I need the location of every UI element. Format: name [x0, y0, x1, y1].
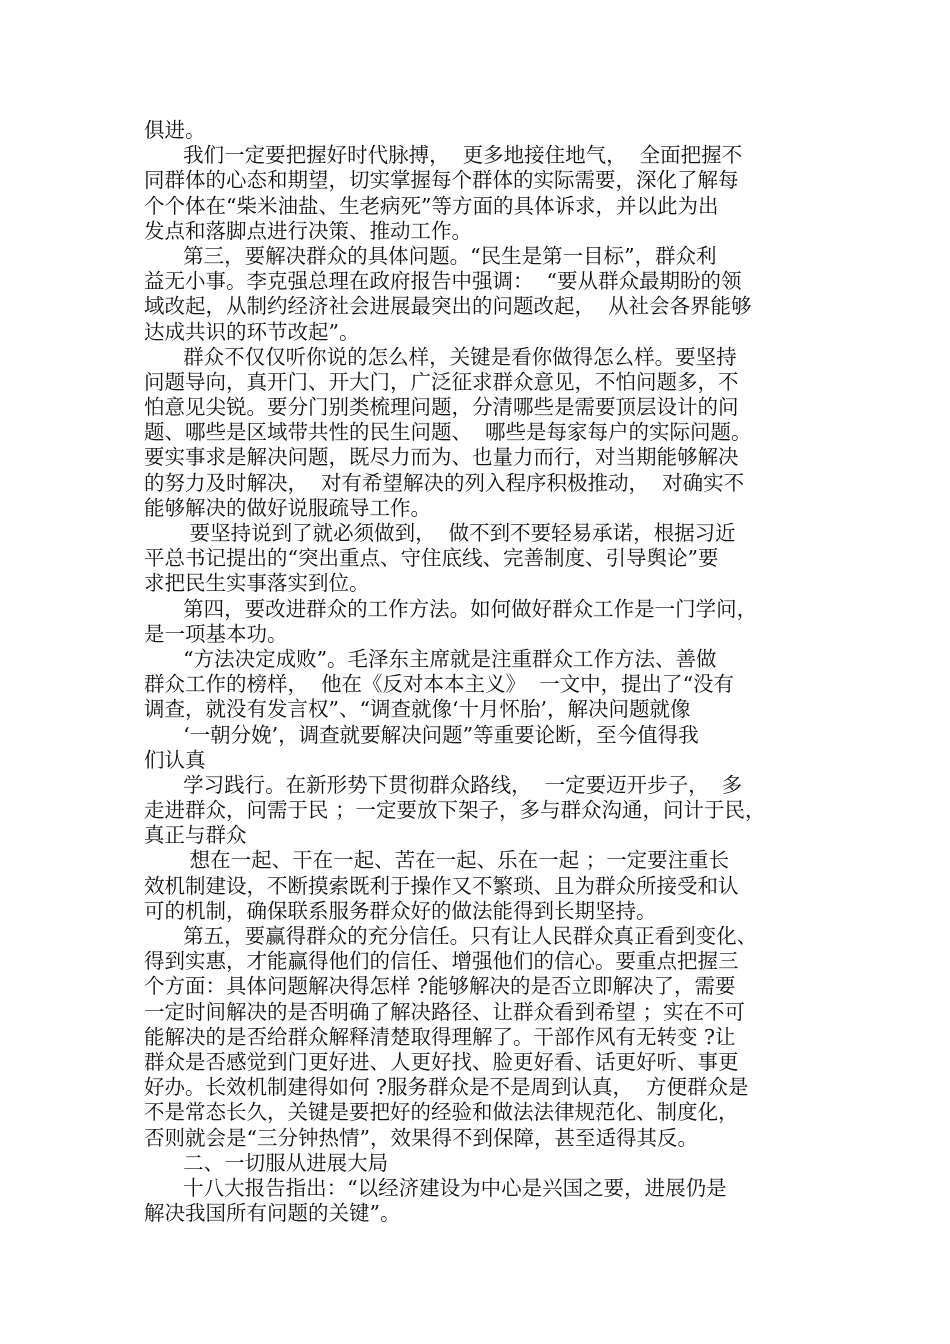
- text-line: 解决我国所有问题的关键”。: [144, 1201, 401, 1226]
- text-line: 达成共识的环节改起”。: [144, 319, 360, 344]
- text-line: 能够解决的做好说服疏导工作。: [144, 495, 431, 520]
- text-line: ‘一朝分娩’，调查就要解决问题”等重要论断，至今值得我: [144, 722, 699, 747]
- text-line: 得到实惠，才能赢得他们的信任、增强他们的信心。要重点把握三: [144, 949, 739, 974]
- text-line: 群众工作的榜样， 他在《反对本本主义》 一文中，提出了“没有: [144, 672, 735, 697]
- text-line: 想在一起、干在一起、苦在一起、乐在一起 ；一定要注重长: [144, 848, 730, 873]
- text-line: 域改起，从制约经济社会进展最突出的问题改起， 从社会各界能够: [144, 294, 752, 319]
- text-line: 个方面：具体问题解决得怎样 ?能够解决的是否立即解决了，需要: [144, 974, 736, 999]
- text-line: 可的机制，确保联系服务群众好的做法能得到长期坚持。: [144, 898, 657, 923]
- document-body: [144, 118, 814, 1226]
- text-line: 学习践行。在新形势下贯彻群众路线， 一定要迈开步子， 多: [144, 772, 743, 797]
- text-line: 要坚持说到了就必须做到， 做不到不要轻易承诺，根据习近: [144, 521, 736, 545]
- section-heading: 二、一切服从进展大局: [144, 1150, 389, 1175]
- text-line: 问题导向，真开门、开大门，广泛征求群众意见，不怕问题多，不: [144, 369, 739, 394]
- text-line: 群众不仅仅听你说的怎么样，关键是看你做得怎么样。要坚持: [144, 344, 737, 369]
- text-line: 的努力及时解决， 对有希望解决的列入程序积极推动， 对确实不: [144, 470, 745, 495]
- text-line: 第三，要解决群众的具体问题。“民生是第一目标”，群众利: [144, 243, 717, 268]
- text-line: 走进群众，问需于民 ；一定要放下架子，多与群众沟通，问计于民，: [144, 798, 766, 823]
- text-line: 俱进。: [144, 118, 206, 142]
- text-line: 个个体在“柴米油盐、生老病死”等方面的具体诉求，并以此为出: [144, 193, 719, 218]
- text-line: 平总书记提出的“突出重点、守住底线、完善制度、引导舆论”要: [144, 546, 719, 571]
- text-line: 好办。长效机制建得如何 ?服务群众是不是周到认真， 方便群众是: [144, 1075, 749, 1100]
- text-line: 调查，就没有发言权”、“调查就像‘十月怀胎’，解决问题就像: [144, 697, 691, 722]
- text-line: 益无小事。李克强总理在政府报告中强调： “要从群众最期盼的领: [144, 269, 742, 294]
- text-line: 效机制建设，不断摸索既利于操作又不繁琐、且为群众所接受和认: [144, 873, 739, 898]
- text-line: 第四，要改进群众的工作方法。如何做好群众工作是一门学问，: [144, 596, 758, 621]
- text-line: 同群体的心态和期望，切实掌握每个群体的实际需要，深化了解每: [144, 168, 739, 193]
- text-line: 求把民生实事落实到位。: [144, 571, 370, 596]
- text-line: “方法决定成败”。毛泽东主席就是注重群众工作方法、善做: [144, 646, 717, 671]
- text-line: 是一项基本功。: [144, 621, 288, 646]
- text-line: 群众是否感觉到门更好进、人更好找、脸更好看、话更好听、事更: [144, 1049, 739, 1074]
- text-line: 怕意见尖锐。要分门别类梳理问题，分清哪些是需要顶层设计的问: [144, 395, 739, 420]
- text-line: 发点和落脚点进行决策、推动工作。: [144, 218, 472, 243]
- text-line: 要实事求是解决问题，既尽力而为、也量力而行，对当期能够解决: [144, 445, 739, 470]
- text-line: 我们一定要把握好时代脉搏， 更多地接住地气， 全面把握不: [144, 143, 743, 168]
- text-line: 否则就会是“三分钟热情”，效果得不到保障，甚至适得其反。: [144, 1125, 698, 1150]
- text-line: 十八大报告指出：“以经济建设为中心是兴国之要，进展仍是: [144, 1175, 727, 1200]
- text-line: 能解决的是否给群众解释清楚取得理解了。干部作风有无转变 ?让: [144, 1024, 736, 1049]
- text-line: 题、哪些是区域带共性的民生问题、 哪些是每家每户的实际问题。: [144, 420, 752, 445]
- text-line: 第五，要赢得群众的充分信任。只有让人民群众真正看到变化、: [144, 924, 758, 948]
- text-line: 不是常态长久，关键是要把好的经验和做法法律规范化、制度化，: [144, 1100, 739, 1125]
- text-line: 们认真: [144, 747, 206, 772]
- text-line: 一定时间解决的是否明确了解决路径、让群众看到希望 ；实在不可: [144, 999, 746, 1024]
- text-line: 真正与群众: [144, 823, 247, 848]
